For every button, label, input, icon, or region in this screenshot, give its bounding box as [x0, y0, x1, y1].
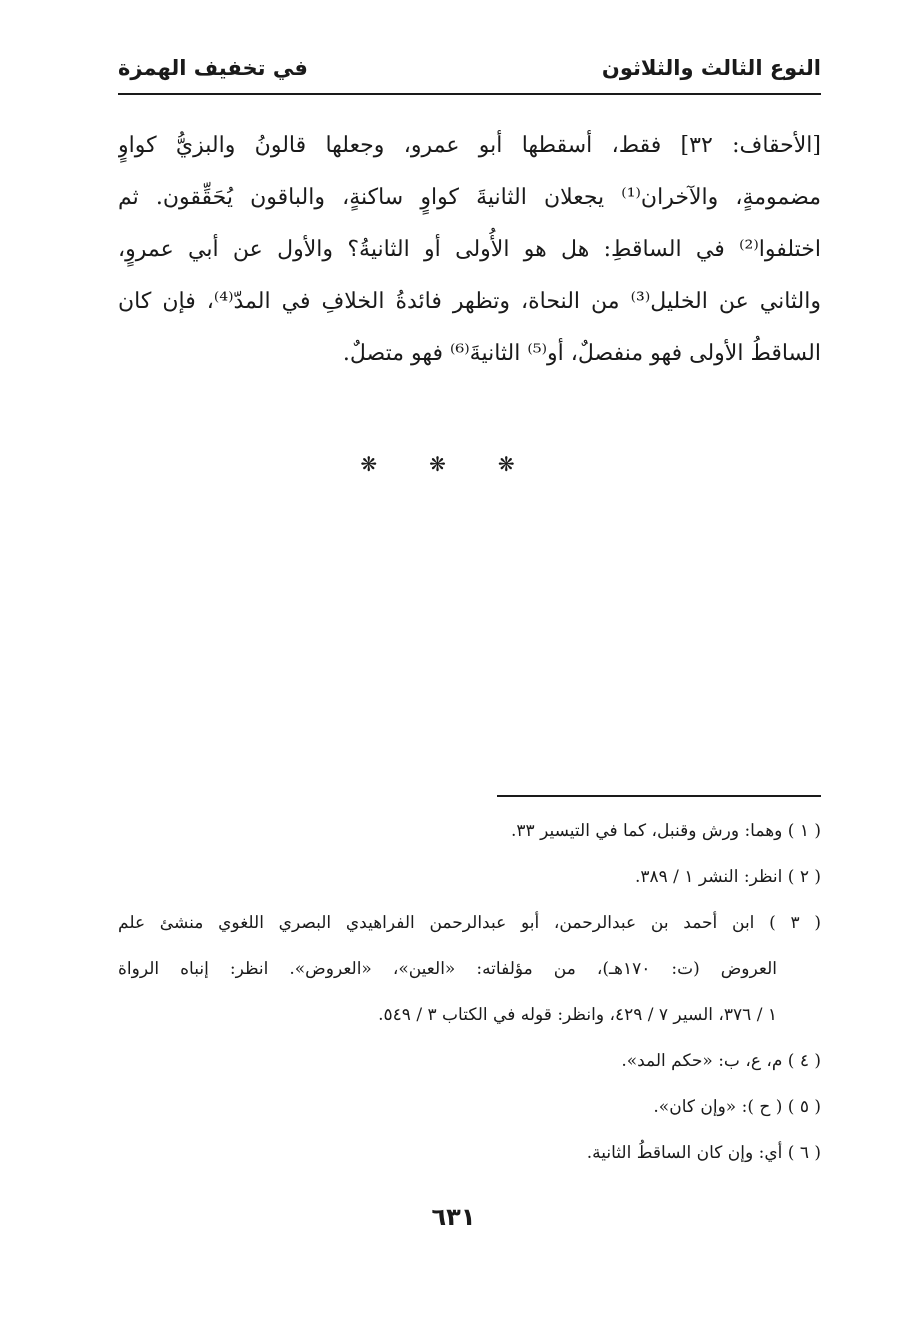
footnotes [118, 808, 821, 1176]
text-line: مضمومةٍ، والآخران⁽¹⁾ يجعلان الثانيةَ كواوٍ ساكنةٍ، والباقون يُحَقِّقون. ثم [118, 185, 821, 210]
main-text [118, 120, 821, 380]
text-line: [الأحقاف: ٣٢] فقط، أسقطها أبو عمرو، وجعلها قالونُ والبزيُّ كواوٍ [118, 133, 821, 158]
asterism-icon: ❋ [429, 452, 478, 476]
chapter-title: النوع الثالث والثلاثون [601, 56, 821, 80]
footnote-1: ( ١ ) وهما: ورش وقنبل، كما في التيسير ٣٣. [511, 821, 821, 841]
asterism-icon: ❋ [497, 452, 547, 476]
footnote-2: ( ٢ ) انظر: النشر ١ / ٣٨٩. [634, 867, 821, 887]
footnote-rule [497, 795, 821, 797]
section-title: في تخفيف الهمزة [118, 56, 308, 80]
header-rule [118, 93, 821, 95]
footnote-3: ( ٣ ) ابن أحمد بن عبدالرحمن، أبو عبدالرحمن الفراهيدي البصري اللغوي منشئ علم [118, 913, 821, 933]
page-number: ٦٣١ [431, 1203, 476, 1231]
footnote-4: ( ٤ ) م، ع، ب: «حكم المد». [621, 1051, 821, 1071]
footnote-3-continuation: ١ / ٣٧٦، السير ٧ / ٤٢٩، وانظر: قوله في الكتاب ٣ / ٥٤٩. [378, 1005, 777, 1025]
footnote-5: ( ٥ ) ( ح ): «وإن كان». [653, 1097, 821, 1117]
text-line: الساقطُ الأولى فهو منفصلٌ، أو⁽⁵⁾ الثانيةَ⁽⁶⁾ فهو متصلٌ. [342, 341, 821, 366]
section-separator [0, 452, 907, 476]
footnote-6: ( ٦ ) أي: وإن كان الساقطُ الثانية. [586, 1143, 821, 1163]
running-header [118, 50, 821, 90]
footnote-3-continuation: العروض (ت: ١٧٠هـ)، من مؤلفاته: «العين»، «العروض». انظر: إنباه الرواة [118, 959, 778, 979]
text-line: والثاني عن الخليل⁽³⁾ من النحاة، وتظهر فائدةُ الخلافِ في المدّ⁽⁴⁾، فإن كان [118, 289, 821, 314]
asterism-icon: ❋ [360, 452, 410, 476]
text-line: اختلفوا⁽²⁾ في الساقطِ: هل هو الأُولى أو الثانيةُ؟ والأول عن أبي عمروٍ، [118, 237, 821, 262]
